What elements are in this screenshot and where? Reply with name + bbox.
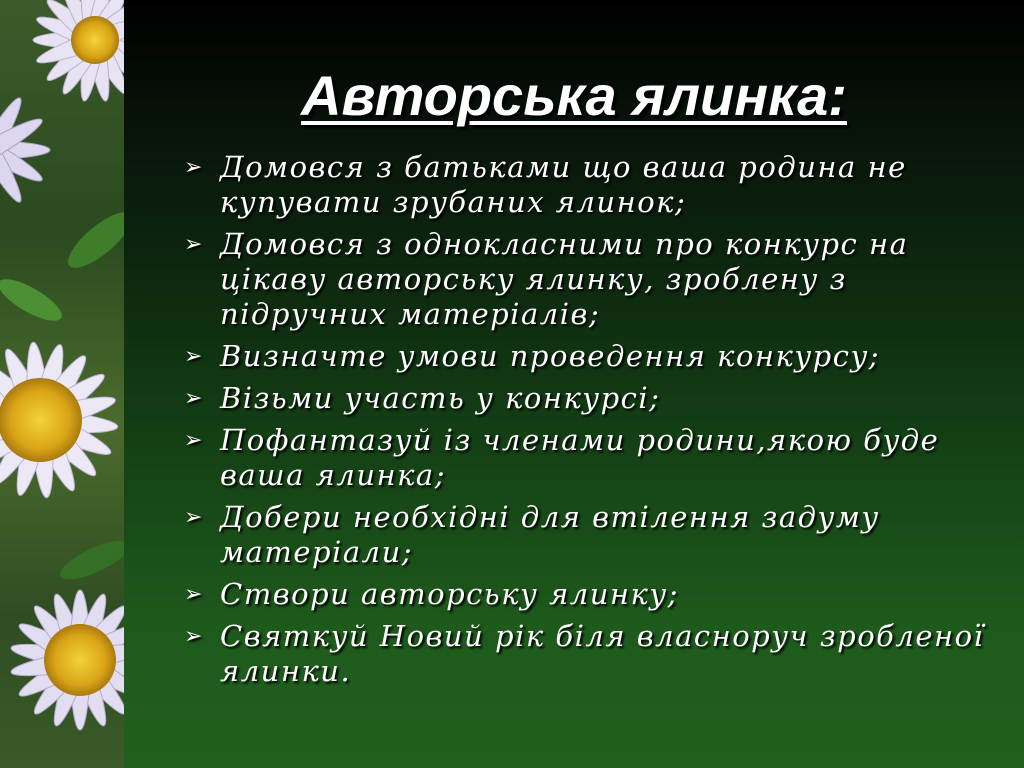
- slide-title: Авторська ялинка:: [301, 64, 847, 127]
- bullet-text: Пофантазуй із членами родини,якою буде ваша ялинка;: [220, 423, 940, 492]
- arrow-bullet-icon: ➢: [184, 386, 203, 411]
- list-item: [184, 500, 994, 570]
- daisy-flowers-icon: [0, 0, 124, 768]
- bullet-text: Домовся з однокласними про конкурс на цікаву авторську ялинку, зроблену з підручних матеріалів;: [220, 227, 909, 331]
- arrow-bullet-icon: ➢: [184, 344, 203, 369]
- daisy-flowers-image: [0, 0, 124, 768]
- bullet-list: [184, 150, 994, 696]
- arrow-bullet-icon: ➢: [184, 624, 203, 649]
- bullet-text: Визначте умови проведення конкурсу;: [220, 339, 881, 373]
- list-item: [184, 577, 994, 612]
- list-item: [184, 339, 994, 374]
- bullet-text: Добери необхідні для втілення задуму матеріали;: [220, 500, 880, 569]
- list-item: [184, 150, 994, 220]
- list-item: [184, 227, 994, 332]
- bullet-text: Домовся з батьками що ваша родина не купувати зрубаних ялинок;: [220, 150, 907, 219]
- bullet-text: Візьми участь у конкурсі;: [220, 381, 661, 415]
- arrow-bullet-icon: ➢: [184, 428, 203, 453]
- arrow-bullet-icon: ➢: [184, 155, 203, 180]
- arrow-bullet-icon: ➢: [184, 582, 203, 607]
- list-item: [184, 381, 994, 416]
- arrow-bullet-icon: ➢: [184, 505, 203, 530]
- bullet-text: Створи авторську ялинку;: [220, 577, 679, 611]
- bullet-text: Святкуй Новий рік біля власноруч зробленої ялинки.: [220, 619, 985, 688]
- arrow-bullet-icon: ➢: [184, 232, 203, 257]
- list-item: [184, 423, 994, 493]
- list-item: [184, 619, 994, 689]
